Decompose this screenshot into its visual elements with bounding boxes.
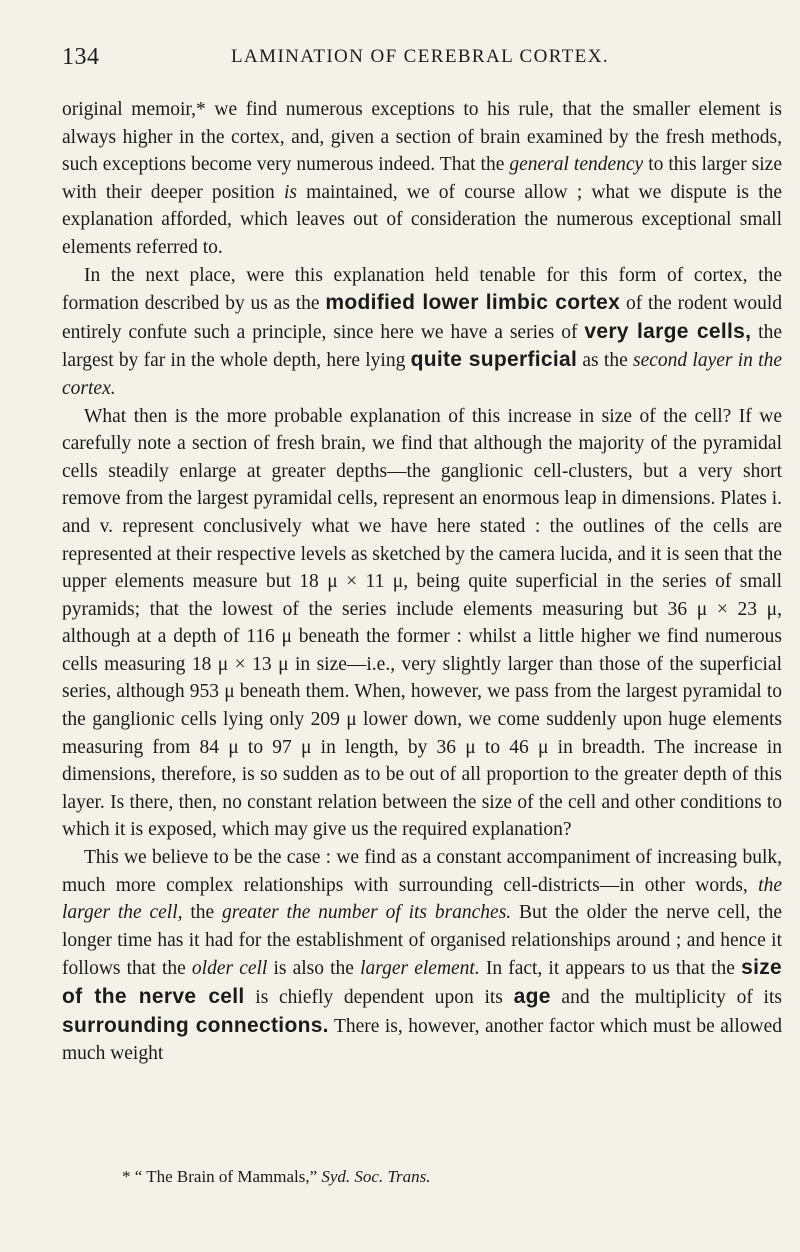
paragraph-4 bbox=[62, 844, 782, 1068]
text-run: This we believe to be the case : we find as a constant accompaniment of increasing bulk, much more complex relationships with surrounding cell-districts—in other words, bbox=[62, 847, 782, 896]
text-run: and the multiplicity of its bbox=[550, 987, 782, 1008]
emphasis-run: modified lower limbic cortex bbox=[325, 291, 621, 315]
emphasis-run: surrounding connections. bbox=[62, 1013, 329, 1037]
emphasis-run: very large cells, bbox=[584, 319, 752, 343]
italic-run: older cell bbox=[191, 958, 268, 980]
page-number: 134 bbox=[62, 44, 100, 70]
paragraph-1 bbox=[62, 96, 782, 262]
text-run: as the bbox=[577, 350, 633, 372]
text-run: the bbox=[182, 902, 223, 924]
paragraph-2 bbox=[62, 262, 782, 403]
text-run: maintained, we of course allow ; what we dispute is the explanation afforded, which leaves out of consideration the numerous exceptional small elements referred to. bbox=[62, 181, 782, 258]
footnote bbox=[122, 1166, 762, 1188]
text-run: to this larger size with their deeper position bbox=[62, 154, 782, 203]
text-run: of the rodent would entirely confute such a principle, since here we have a series of bbox=[62, 293, 783, 343]
italic-run: greater the number of its branches. bbox=[222, 902, 512, 924]
italic-run: is bbox=[283, 181, 297, 203]
text-run: is chiefly dependent upon its bbox=[244, 987, 514, 1008]
italic-run: the larger the cell, bbox=[62, 874, 782, 924]
text-run: But the older the nerve cell, the longer time has it had for the establishment of organised relationships around ; and hence it follows that the bbox=[62, 902, 782, 980]
text-run: In the next place, were this explanation held tenable for this form of cortex, the formation described by us as the bbox=[62, 264, 782, 315]
emphasis-run: quite superficial bbox=[410, 348, 578, 372]
text-run: There is, however, another factor which must be allowed much weight bbox=[62, 1015, 783, 1065]
text-run: In fact, it appears to us that the bbox=[479, 958, 742, 980]
page-header bbox=[0, 44, 800, 76]
body-text bbox=[62, 96, 782, 1068]
text-run: * “ The Brain of Mammals,” bbox=[122, 1167, 322, 1186]
text-run: is also the bbox=[267, 958, 361, 980]
paragraph-3: What then is the more probable explanation of this increase in size of the cell? If we carefully note a section of fresh brain, we find that although the majority of the pyramidal cells steadily enlarge at greater depths—the ganglionic cell-clusters, but a very short remove from the largest pyramidal cells, represent an enormous leap in dimensions. Plates i. and v. represent conclusively what we have here stated : the outlines of the cells are represented at their respective levels as sketched by the camera lucida, and it is seen that the upper elements measure but 18 μ × 11 μ, being quite superficial in the series of small pyramids; that the lowest of the series include elements measuring but 36 μ × 23 μ, although at a depth of 116 μ beneath the former : whilst a little higher we find numerous cells measuring 18 μ × 13 μ in size—i.e., very slightly larger than those of the superficial series, although 953 μ beneath them. When, however, we pass from the largest pyramidal to the ganglionic cells lying only 209 μ lower down, we come suddenly upon huge elements measuring from 84 μ to 97 μ in length, by 36 μ to 46 μ in breadth. The increase in dimensions, therefore, is so sudden as to be out of all proportion to the greater depth of this layer. Is there, then, no constant relation between the size of the cell and other conditions to which it is exposed, which may give us the required explanation? bbox=[62, 405, 782, 841]
running-title: LAMINATION OF CEREBRAL CORTEX. bbox=[231, 46, 609, 67]
emphasis-run: size of the nerve cell bbox=[62, 956, 782, 1008]
italic-run: general tendency bbox=[509, 154, 644, 176]
italic-run: larger element. bbox=[360, 958, 480, 980]
emphasis-run: age bbox=[513, 985, 551, 1008]
italic-run: Syd. Soc. Trans. bbox=[321, 1167, 431, 1186]
text-run: the largest by far in the whole depth, here lying bbox=[62, 321, 782, 372]
italic-run: second layer in the cortex. bbox=[62, 350, 782, 399]
text-run: original memoir,* we find numerous exceptions to his rule, that the smaller element is always higher in the cortex, and, given a section of brain examined by the fresh methods, such exceptions become very numerous indeed. That the bbox=[62, 99, 782, 176]
